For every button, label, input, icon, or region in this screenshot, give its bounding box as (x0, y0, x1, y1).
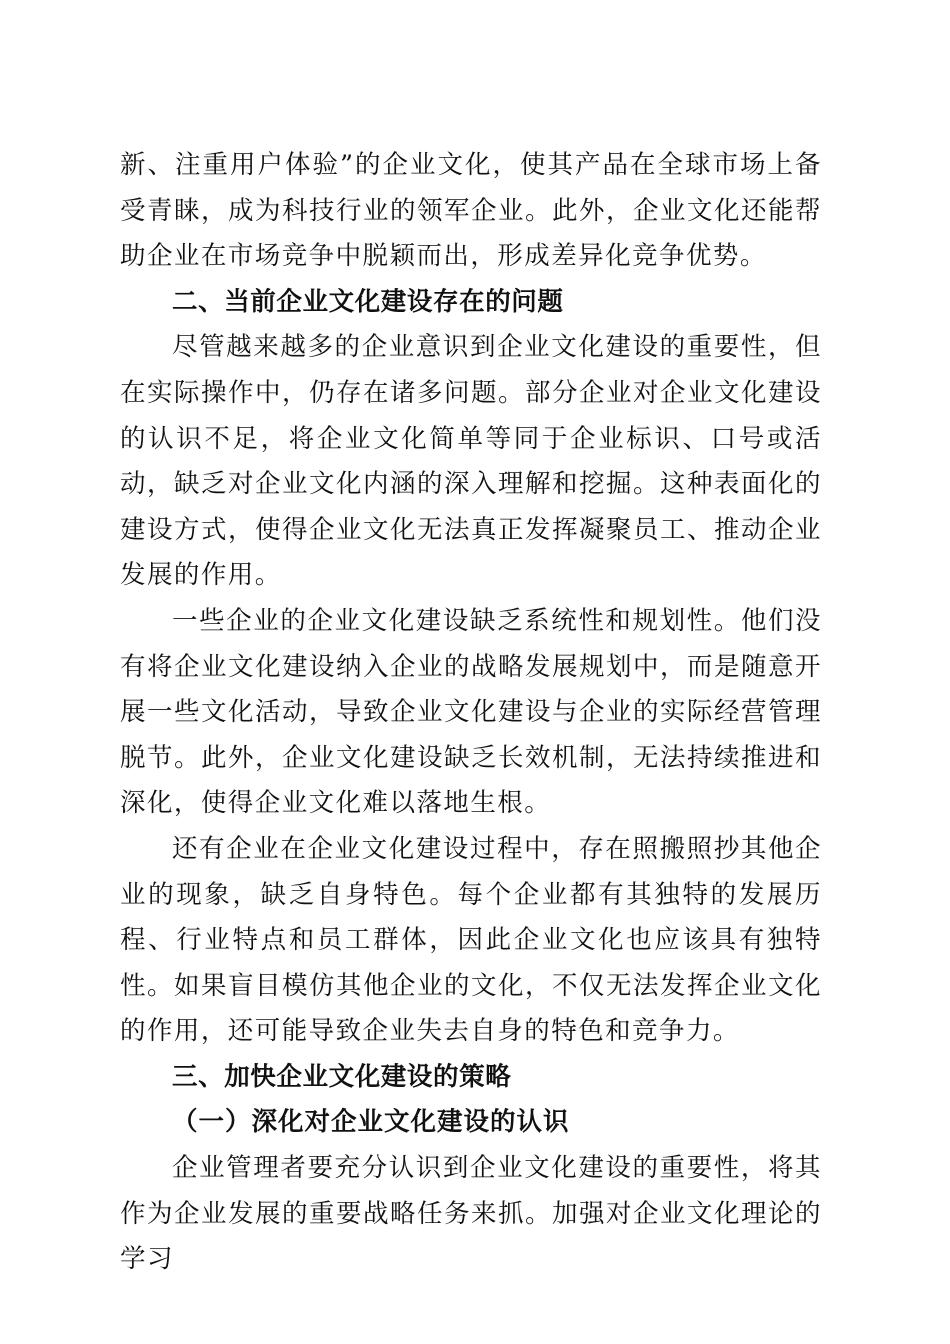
paragraph-problem-imitation: 还有企业在企业文化建设过程中，存在照搬照抄其他企业的现象，缺乏自身特色。每个企业都有其独特的发展历程、行业特点和员工群体，因此企业文化也应该具有独特性。如果盲目模仿其他企业的文化，不仅无法发挥企业文化的作用，还可能导致企业失去自身的特色和竞争力。 (120, 833, 822, 1047)
section-heading-3: 三、加快企业文化建设的策略 (172, 1061, 512, 1092)
paragraph-problem-planning: 一些企业的企业文化建设缺乏系统性和规划性。他们没有将企业文化建设纳入企业的战略发展规划中，而是随意开展一些文化活动，导致企业文化建设与企业的实际经营管理脱节。此外，企业文化建设缺乏长效机制，无法持续推进和深化，使得企业文化难以落地生根。 (120, 605, 822, 819)
subsection-heading-1: （一）深化对企业文化建设的认识 (172, 1107, 570, 1138)
section-heading-2: 二、当前企业文化建设存在的问题 (172, 286, 564, 317)
paragraph-strategy-awareness: 企业管理者要充分认识到企业文化建设的重要性，将其作为企业发展的重要战略任务来抓。加强对企业文化理论的学习 (120, 1153, 822, 1275)
paragraph-continuation: 新、注重用户体验”的企业文化，使其产品在全球市场上备受青睐，成为科技行业的领军企业。此外，企业文化还能帮助企业在市场竞争中脱颖而出，形成差异化竞争优势。 (120, 150, 822, 272)
paragraph-problem-awareness: 尽管越来越多的企业意识到企业文化建设的重要性，但在实际操作中，仍存在诸多问题。部分企业对企业文化建设的认识不足，将企业文化简单等同于企业标识、口号或活动，缺乏对企业文化内涵的深入理解和挖掘。这种表面化的建设方式，使得企业文化无法真正发挥凝聚员工、推动企业发展的作用。 (120, 332, 822, 591)
document-body (120, 143, 822, 1283)
